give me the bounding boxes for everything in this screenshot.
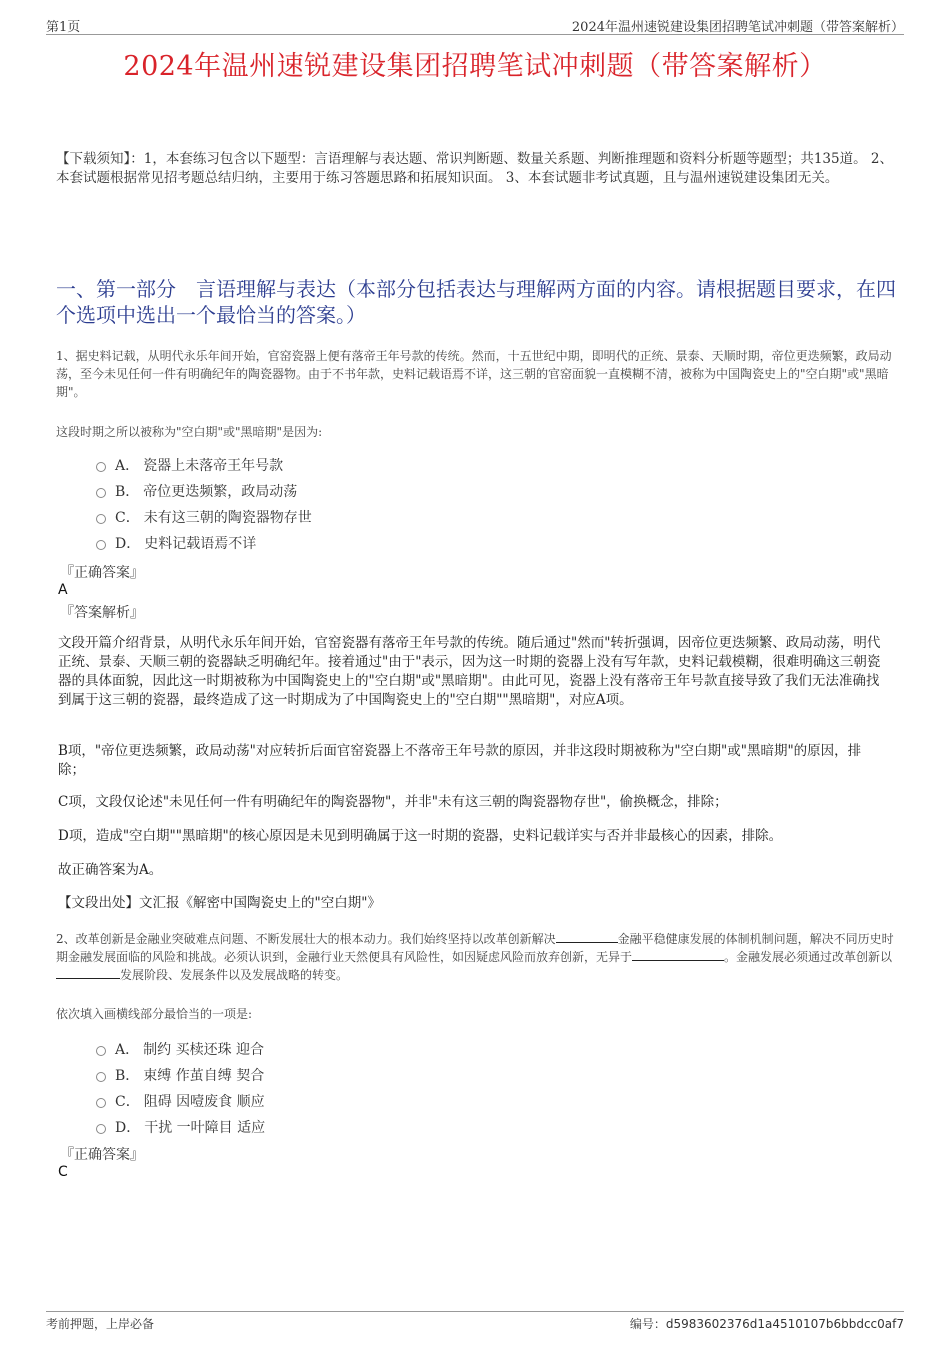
q1-option-d[interactable]: D． 史料记载语焉不详 xyxy=(96,530,312,556)
footer-serial: 编号：d5983602376d1a4510107b6bbdcc0af7 xyxy=(629,1317,904,1331)
radio-icon[interactable] xyxy=(96,462,106,472)
q1-analysis-paragraph: B项，"帝位更迭频繁，政局动荡"对应转折后面官窑瓷器上不落帝王年号款的原因，并非这段时期被称为"空白期"或"黑暗期"的原因，排除； xyxy=(58,743,862,778)
question-2-options xyxy=(96,1036,265,1140)
q1-answer-label: 『正确答案』 xyxy=(60,565,144,581)
fill-blank-3 xyxy=(56,966,120,979)
q1-analysis-label: 『答案解析』 xyxy=(60,605,144,621)
page-header xyxy=(46,14,904,35)
q1-analysis-paragraph: 故正确答案为A。 xyxy=(58,862,163,878)
q1-option-c[interactable]: C． 未有这三朝的陶瓷器物存世 xyxy=(96,504,312,530)
q2-option-c[interactable]: C． 阻碍 因噎废食 顺应 xyxy=(96,1088,265,1114)
question-2-text: 2、改革创新是金融业突破难点问题、不断发展壮大的根本动力。我们始终坚持以改革创新解决 金融平稳健康发展的体制机制问题，解决不同历史时期金融发展面临的风险和挑战。必须认识到，金融行业天然便具有风险性，如因疑虑风险而放弃创新，无异于 。金融发展必须通过改革创新以发展阶段、发展条件以及发展战略的转变。 xyxy=(56,932,894,982)
question-1-options xyxy=(96,452,312,556)
q2-answer: C xyxy=(58,1164,68,1180)
radio-icon[interactable] xyxy=(96,1124,106,1134)
q1-option-a[interactable]: A． 瓷器上未落帝王年号款 xyxy=(96,452,312,478)
header-doc-title: 2024年温州速锐建设集团招聘笔试冲刺题（带答案解析） xyxy=(571,20,904,35)
document-title: 2024年温州速锐建设集团招聘笔试冲刺题（带答案解析） xyxy=(123,51,827,82)
radio-icon[interactable] xyxy=(96,514,106,524)
page-footer xyxy=(46,1311,904,1336)
page-number: 第1页 xyxy=(46,20,81,35)
question-2-prompt: 依次填入画横线部分最恰当的一项是: xyxy=(56,1007,253,1021)
question-1-prompt: 这段时期之所以被称为"空白期"或"黑暗期"是因为: xyxy=(56,425,323,439)
section-heading: 一、第一部分 言语理解与表达（本部分包括表达与理解两方面的内容。请根据题目要求，在四个选项中选出一个最恰当的答案。） xyxy=(56,277,896,327)
q1-answer: A xyxy=(58,582,68,598)
q2-option-a[interactable]: A． 制约 买椟还珠 迎合 xyxy=(96,1036,265,1062)
q1-option-b[interactable]: B． 帝位更迭频繁，政局动荡 xyxy=(96,478,312,504)
fill-blank-1 xyxy=(556,930,618,943)
q2-answer-label: 『正确答案』 xyxy=(60,1147,144,1163)
footer-slogan: 考前押题，上岸必备 xyxy=(46,1317,155,1331)
q1-analysis-paragraph: 文段开篇介绍背景，从明代永乐年间开始，官窑瓷器有落帝王年号款的传统。随后通过"然而"转折强调，因帝位更迭频繁、政局动荡，明代正统、景泰、天顺三朝的瓷器缺乏明确纪年。接着通过"由于"表示，因为这一时期的瓷器上没有写年款，史料记载模糊，很难明确这三朝瓷器的具体面貌，因此这一时期被称为中国陶瓷史上的"空白期"或"黑暗期"。由此可见，瓷器上没有落帝王年号款直接导致了我们无法准确找到属于这三朝的瓷器，最终造成了这一时期成为了中国陶瓷史上的"空白期""黑暗期"，对应A项。 xyxy=(58,635,881,708)
q1-analysis-paragraph: D项，造成"空白期""黑暗期"的核心原因是未见到明确属于这一时期的瓷器，史料记载详实与否并非最核心的因素，排除。 xyxy=(58,828,783,844)
q2-option-b[interactable]: B． 束缚 作茧自缚 契合 xyxy=(96,1062,265,1088)
radio-icon[interactable] xyxy=(96,1072,106,1082)
radio-icon[interactable] xyxy=(96,1046,106,1056)
q1-analysis-paragraph: C项，文段仅论述"未见任何一件有明确纪年的陶瓷器物"，并非"未有这三朝的陶瓷器物存世"，偷换概念，排除； xyxy=(58,794,728,810)
radio-icon[interactable] xyxy=(96,488,106,498)
q1-source: 【文段出处】文汇报《解密中国陶瓷史上的"空白期"》 xyxy=(58,895,381,911)
question-1-text: 1、据史料记载，从明代永乐年间开始，官窑瓷器上便有落帝王年号款的传统。然而，十五世纪中期，即明代的正统、景泰、天顺时期，帝位更迭频繁，政局动荡，至今未见任何一件有明确纪年的陶瓷器物。由于不书年款，史料记载语焉不详，这三朝的官窑面貌一直模糊不清，被称为中国陶瓷史上的"空白期"或"黑暗期"。 xyxy=(56,349,892,399)
fill-blank-2 xyxy=(632,948,724,961)
download-notice: 【下载须知】：1，本套练习包含以下题型：言语理解与表达题、常识判断题、数量关系题、判断推理题和资料分析题等题型；共135道。 2、本套试题根据常见招考题总结归纳，主要用于练习答题思路和拓展知识面。 3、本套试题非考试真题，且与温州速锐建设集团无关。 xyxy=(56,151,893,186)
q2-option-d[interactable]: D． 干扰 一叶障目 适应 xyxy=(96,1114,265,1140)
radio-icon[interactable] xyxy=(96,1098,106,1108)
radio-icon[interactable] xyxy=(96,540,106,550)
